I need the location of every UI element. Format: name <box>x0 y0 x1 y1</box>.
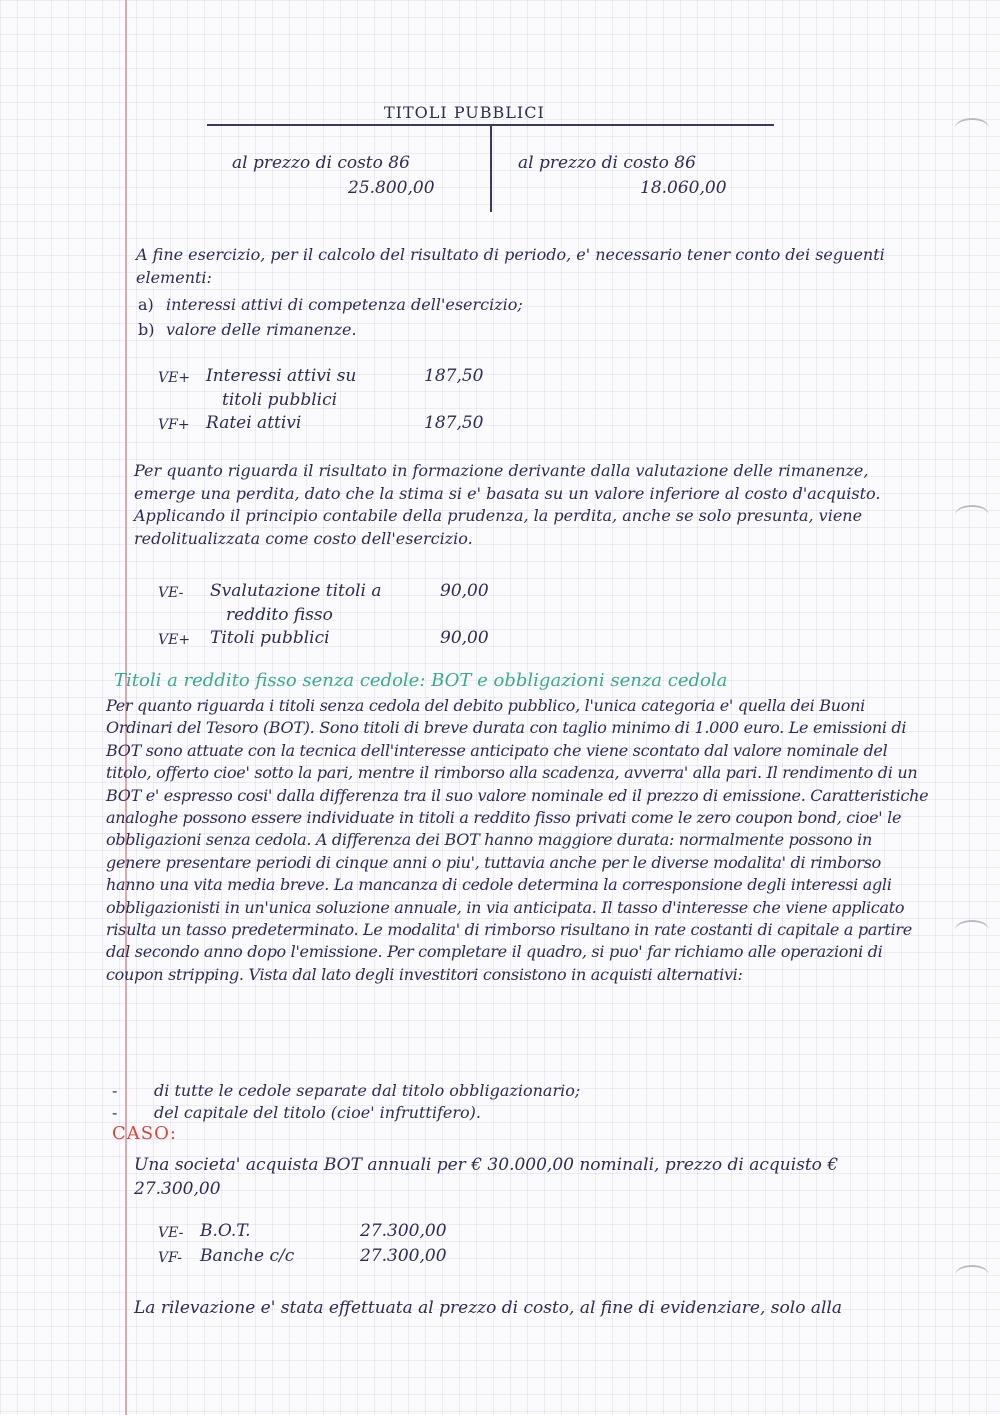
entry1-amount: 187,50 <box>424 413 484 433</box>
section-heading: Titoli a reddito fisso senza cedole: BOT e obbligazioni senza cedola <box>114 670 728 691</box>
entry3-amount: 27.300,00 <box>360 1221 447 1241</box>
entry1-code: VF+ <box>158 417 190 433</box>
entry2-code: VE- <box>158 585 184 601</box>
account-credit-value: 18.060,00 <box>640 178 727 198</box>
entry1-account: Ratei attivi <box>206 413 302 433</box>
case-label: CASO: <box>112 1123 177 1144</box>
account-credit-label: al prezzo di costo 86 <box>518 153 696 173</box>
entry2-code: VE+ <box>158 632 191 648</box>
intro-item-label: a) <box>138 295 154 314</box>
entry3-amount: 27.300,00 <box>360 1246 447 1266</box>
account-debit-label: al prezzo di costo 86 <box>232 153 410 173</box>
entry1-amount: 187,50 <box>424 366 484 386</box>
binder-hole-mark <box>955 505 989 525</box>
account-debit-value: 25.800,00 <box>348 178 435 198</box>
entry2-account: Titoli pubblici <box>210 628 330 648</box>
case-text: Una societa' acquista BOT annuali per € 30.000,00 nominali, prezzo di acquisto € 27.300,00 <box>134 1155 839 1199</box>
intro-item-label: b) <box>138 320 155 339</box>
entry1-account: Interessi attivi su <box>206 366 357 386</box>
entry3-account: Banche c/c <box>200 1246 295 1266</box>
account-title: TITOLI PUBBLICI <box>384 103 545 122</box>
intro-item <box>138 295 523 314</box>
bullet-list <box>112 1080 580 1124</box>
intro-paragraph: A fine esercizio, per il calcolo del risultato di periodo, e' necessario tener conto dei seguenti elementi: <box>136 245 885 287</box>
intro-item-text: valore delle rimanenze. <box>166 320 357 339</box>
valuation-paragraph: Per quanto riguarda il risultato in formazione derivante dalla valutazione delle rimanenze, emerge una perdita, dato che la stima si e' basata su un valore inferiore al costo d'acquisto. Applicando il principio contabile della prudenza, la perdita, anche se solo presunta, viene redolitualizzata come costo dell'esercizio. <box>134 461 881 548</box>
entry2-account: Svalutazione titoli a <box>210 581 382 601</box>
entry2-account: reddito fisso <box>226 605 333 625</box>
account-center-rule <box>490 124 492 212</box>
bullet-item: - del capitale del titolo (cioe' infruttifero). <box>112 1102 580 1124</box>
entry2-amount: 90,00 <box>440 628 489 648</box>
entry3-account: B.O.T. <box>200 1221 251 1241</box>
entry2-amount: 90,00 <box>440 581 489 601</box>
closing-line: La rilevazione e' stata effettuata al prezzo di costo, al fine di evidenziare, solo alla <box>134 1298 842 1318</box>
binder-hole-mark <box>955 920 989 940</box>
entry1-account: titoli pubblici <box>222 390 338 410</box>
binder-hole-mark <box>955 1265 989 1285</box>
entry3-code: VE- <box>158 1225 184 1241</box>
entry1-code: VE+ <box>158 370 191 386</box>
binder-hole-mark <box>955 118 989 138</box>
entry3-code: VF- <box>158 1250 182 1266</box>
bullet-item: - di tutte le cedole separate dal titolo obbligazionario; <box>112 1080 580 1102</box>
bot-paragraph: Per quanto riguarda i titoli senza cedola del debito pubblico, l'unica categoria e' quella dei Buoni Ordinari del Tesoro (BOT). Sono titoli di breve durata con taglio minimo di 1.000 euro. Le emissioni di BOT sono attuate con la tecnica dell'interesse anticipato che viene scontato dal valore nominale del titolo, offerto cioe' sotto la pari, mentre il rimborso alla scadenza, avverra' alla pari. Il rendimento di un BOT e' espresso cosi' dalla differenza tra il suo valore nominale ed il prezzo di emissione. Caratteristiche analoghe possono essere individuate in titoli a reddito fisso privati come le zero coupon bond, cioe' le obbligazioni senza cedola. A differenza dei BOT hanno maggiore durata: normalmente possono in genere presentare periodi di cinque anni o piu', tuttavia anche per le diverse modalita' di rimborso hanno una vita media breve. La mancanza di cedole determina la corresponsione degli interessi agli obbligazionisti in un'unica soluzione annuale, in via anticipata. Il tasso d'interesse che viene applicato risulta un tasso predeterminato. Le modalita' di rimborso risultano in rate costanti di capitale a partire dal secondo anno dopo l'emissione. Per completare il quadro, si puo' far richiamo alle operazioni di coupon stripping. Vista dal lato degli investitori consistono in acquisti alternativi: <box>106 696 929 984</box>
intro-item <box>138 320 357 339</box>
intro-item-text: interessi attivi di competenza dell'esercizio; <box>166 295 523 314</box>
